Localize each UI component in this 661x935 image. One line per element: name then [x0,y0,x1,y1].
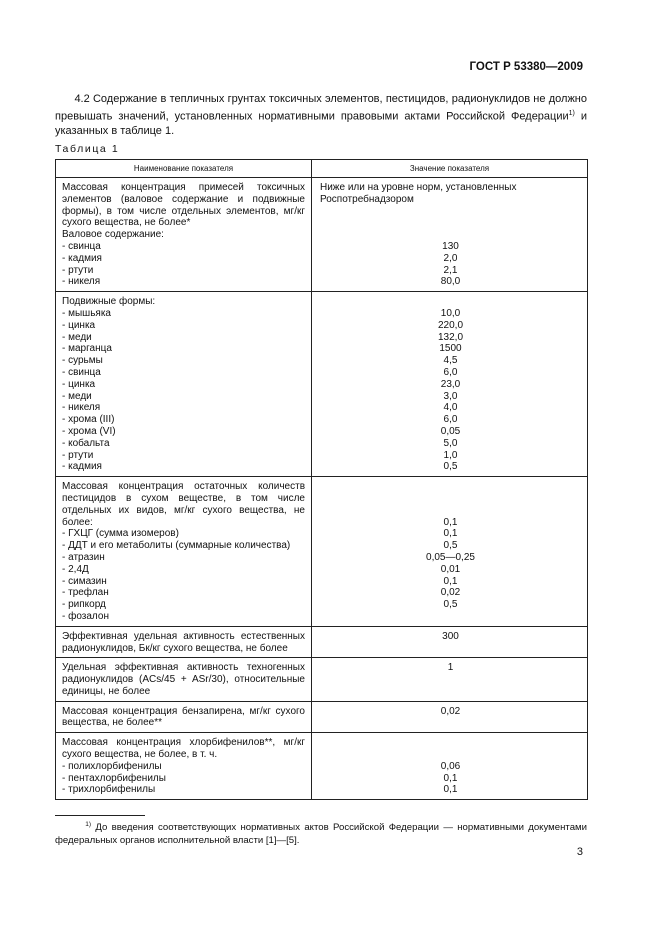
row-value-cell [312,701,588,733]
row-title: Массовая концентрация хлорбифенилов**, мг/кг сухого вещества, не более, в т. ч. [62,737,305,761]
spacer [320,296,581,308]
row-value-cell [312,658,588,701]
row-value: 1 [447,662,454,674]
intro-footnote-mark: 1) [568,109,575,117]
item-value: 0,5 [443,599,458,611]
item-name: - пентахлорбифенилы [62,772,166,784]
item-name: - полихлорбифенилы [62,760,162,772]
header-indicator-value: Значение показателя [312,160,588,178]
item-value: 1500 [439,343,462,355]
item-name: - ртути [62,264,94,276]
row-value-cell [312,292,588,477]
item-value: 0,01 [440,563,461,575]
item-value: 80,0 [440,276,461,288]
table-caption: Таблица 1 [55,143,120,155]
item-name: - меди [62,331,92,343]
row-name-cell [56,477,312,627]
intro-text: 4.2 Содержание в тепличных грунтах токсичных элементов, пестицидов, радионуклидов не должно превышать значений, установленных нормативными правовыми актами Российской Федерации [55,93,587,123]
item-name: - ртути [62,449,94,461]
row-name-cell [56,626,312,658]
table-row [56,733,588,800]
item-value: 3,0 [443,390,458,402]
item-value: 220,0 [437,319,464,331]
item-name: - кадмия [62,252,102,264]
item-name: - ГХЦГ (сумма изомеров) [62,528,179,540]
item-value: 0,05 [440,425,461,437]
table-row [56,178,588,292]
row-value-cell [312,178,588,292]
row-title: Массовая концентрация бензапирена, мг/кг сухого вещества, не более** [62,705,305,729]
item-value: 6,0 [443,366,458,378]
row-name-cell [56,701,312,733]
table-row [56,292,588,477]
item-name: - ДДТ и его метаболиты (суммарные количества) [62,540,291,552]
row-value-cell [312,733,588,800]
item-value: 0,1 [443,784,458,796]
intro-text-end: и указанных в таблице 1. [55,110,588,137]
item-name: - фозалон [62,610,109,622]
item-value: 4,5 [443,355,458,367]
item-name: - цинка [62,319,96,331]
item-value: 130 [442,241,459,252]
item-value: 6,0 [443,414,458,426]
item-value: 0,05—0,25 [426,551,475,563]
table-row [56,658,588,701]
row-name-cell [56,178,312,292]
item-name: - кадмия [62,461,102,473]
row-note: Ниже или на уровне норм, установленных Роспотребнадзором [320,182,517,205]
row-name-cell [56,733,312,800]
row-title: Удельная эффективная активность техногенных радионуклидов (ACs/45 + ASr/30), относительные единицы, не более [62,662,305,697]
item-name: - марганца [62,343,112,355]
table-row [56,701,588,733]
indicators-table [55,159,588,800]
item-value: 10,0 [440,307,461,319]
row-value-cell [312,626,588,658]
item-name: - трефлан [62,587,109,599]
item-value: 0,06 [440,760,461,772]
row-name-cell [56,292,312,477]
item-name: - мышьяка [62,307,111,319]
table-header-row [56,160,588,178]
spacer [320,481,581,516]
row-title: Эффективная удельная активность естественных радионуклидов, Бк/кг сухого вещества, не более [62,630,305,654]
item-name: - 2,4Д [62,563,89,575]
item-name: - никеля [62,276,101,288]
row-value: 300 [442,630,459,642]
footnote-mark: 1) [85,821,92,828]
item-value: 0,1 [443,772,458,784]
row-subtitle: Подвижные формы: [62,296,156,308]
table-row [56,477,588,627]
item-name: - свинца [62,240,101,252]
item-value: 1,0 [443,449,458,461]
item-name: - свинца [62,366,101,378]
item-value: 0,02 [440,587,461,599]
table-row [56,626,588,658]
row-title: Массовая концентрация примесей токсичных элементов (валовое содержание и подвижные формы), в том числе отдельных элементов, мг/кг сухого вещества, не более* [62,182,305,229]
item-name: - атразин [62,551,105,563]
row-value: 0,02 [440,705,461,717]
page-number: 3 [576,846,583,858]
item-name: - меди [62,390,92,402]
item-value: 132,0 [437,331,464,343]
footnote-divider [55,815,145,816]
item-value: 0,5 [443,540,458,552]
item-value: 2,1 [443,264,458,276]
item-value: 2,0 [443,252,458,264]
item-name: - кобальта [62,437,110,449]
item-name: - никеля [62,402,101,414]
header-indicator-name: Наименование показателя [56,160,312,178]
item-value: 0,1 [443,575,458,587]
item-value: 5,0 [443,437,458,449]
item-value: 0,1 [443,528,458,540]
item-name: - трихлорбифенилы [62,784,156,796]
item-name: - хрома (III) [62,414,115,426]
item-value: 4,0 [443,402,458,414]
document-id: ГОСТ Р 53380—2009 [469,61,583,73]
footnote [55,819,587,847]
item-value: 0,1 [443,516,458,528]
row-subtitle: Валовое содержание: [62,229,164,241]
item-name: - симазин [62,575,107,587]
item-name: - хрома (VI) [62,425,116,437]
item-name: - цинка [62,378,96,390]
item-value: 0,5 [443,461,458,473]
row-title: Массовая концентрация остаточных количеств пестицидов в сухом веществе, в том числе отдельных их видов, мг/кг сухого вещества, не более: [62,481,305,528]
item-name: - рипкорд [62,599,106,611]
intro-paragraph [55,92,587,138]
footnote-text: До введения соответствующих нормативных актов Российской Федерации — нормативными документами федеральных органов исполнительной власти [1]—[5]. [55,822,587,846]
row-value-cell [312,477,588,627]
spacer [320,737,581,761]
item-name: - сурьмы [62,355,103,367]
item-value: 23,0 [440,378,461,390]
row-name-cell [56,658,312,701]
